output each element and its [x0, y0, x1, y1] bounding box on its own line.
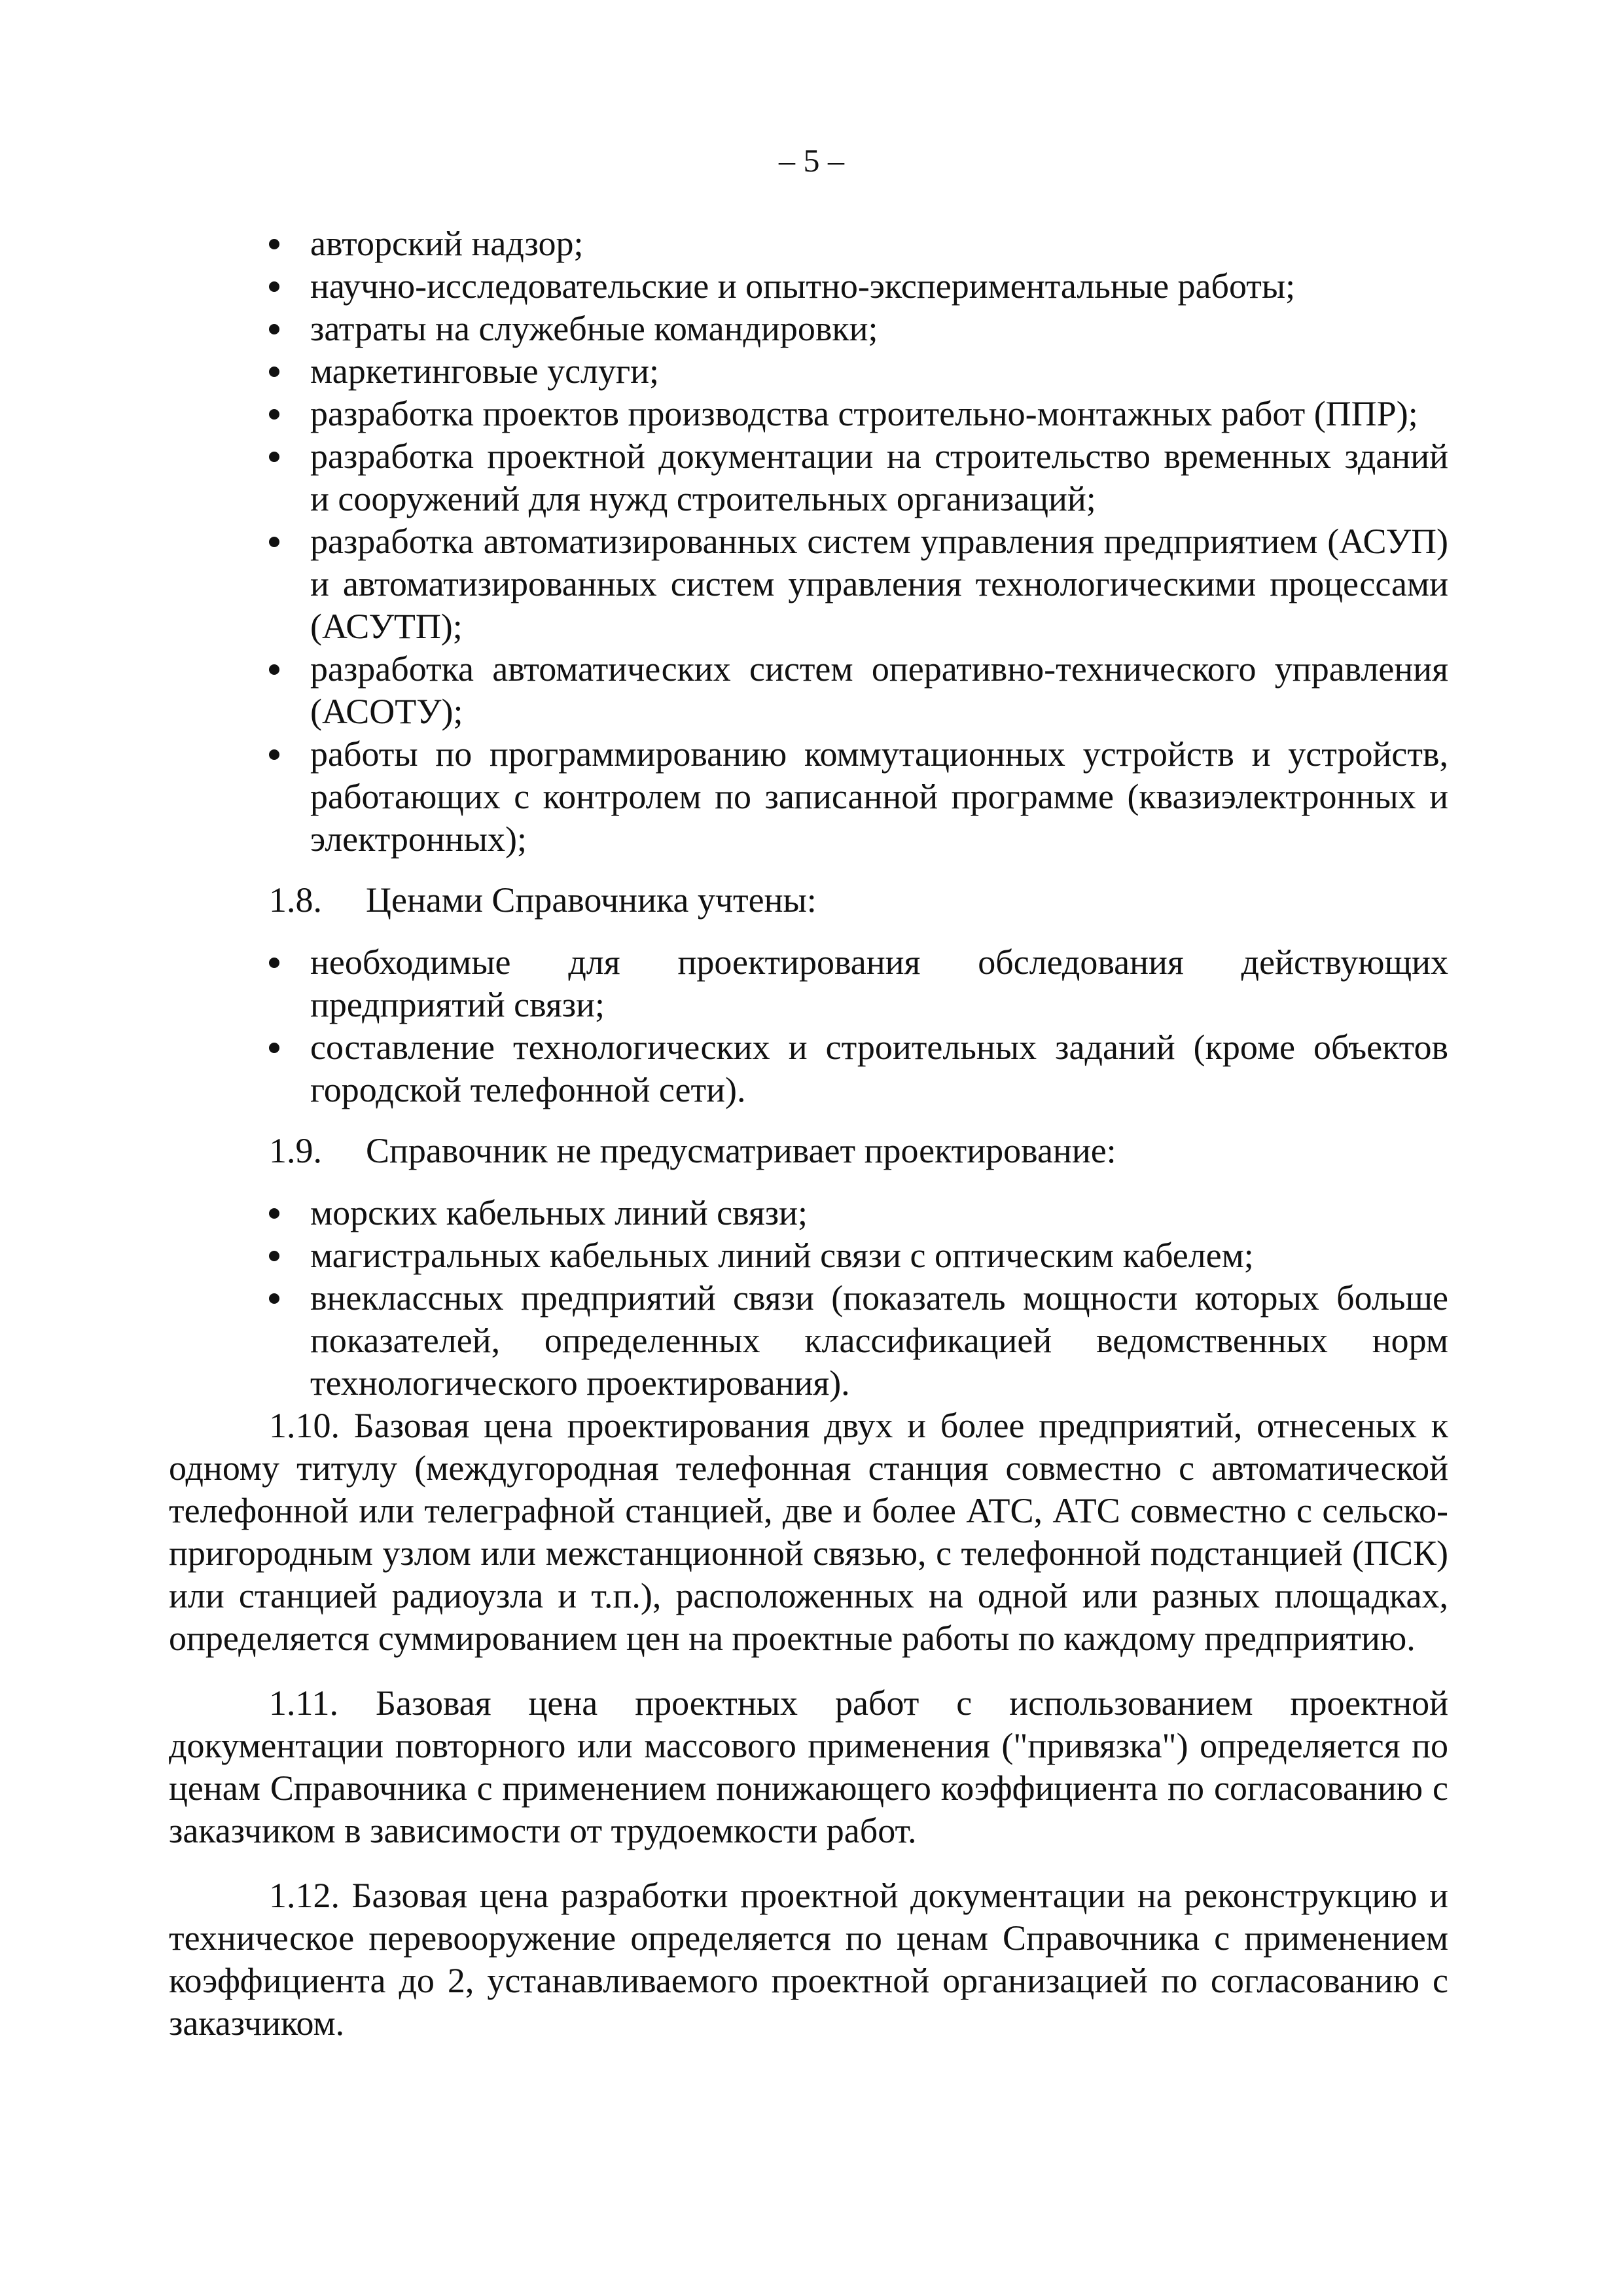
section-heading-1-8	[169, 879, 1448, 922]
bullet-icon	[269, 1251, 279, 1261]
list-item: работы по программированию коммутационных устройств и устройств, работающих с контролем по записанной программе (квазиэлектронных и электронных);	[169, 733, 1448, 861]
list-item: научно-исследовательские и опытно-экспериментальные работы;	[169, 265, 1448, 308]
list-item: внеклассных предприятий связи (показатель мощности которых больше показателей, определенных классификацией ведомственных норм технологического проектирования).	[169, 1277, 1448, 1405]
list-item: составление технологических и строительных заданий (кроме объектов городской телефонной сети).	[169, 1026, 1448, 1111]
list-item: необходимые для проектирования обследования действующих предприятий связи;	[169, 941, 1448, 1026]
list-item: разработка проектов производства строительно-монтажных работ (ППР);	[169, 393, 1448, 435]
included-works-list	[169, 941, 1448, 1111]
paragraph-1-12: 1.12. Базовая цена разработки проектной документации на реконструкцию и техническое перевооружение определяется по ценам Справочника с применением коэффициента до 2, устанавливаемого проектной организацией по согласованию с заказчиком.	[169, 1876, 1448, 2043]
bullet-icon	[269, 452, 279, 462]
bullet-icon	[269, 958, 279, 968]
list-item: затраты на служебные командировки;	[169, 308, 1448, 350]
list-item: разработка автоматических систем оперативно-технического управления (АСОТУ);	[169, 648, 1448, 733]
bullet-icon	[269, 281, 279, 292]
bullet-icon	[269, 409, 279, 420]
list-item: морских кабельных линий связи;	[169, 1192, 1448, 1234]
section-text: Ценами Справочника учтены:	[366, 880, 817, 920]
paragraph-1-11: 1.11. Базовая цена проектных работ с использованием проектной документации повторного или массового применения ("привязка") определяется по ценам Справочника с применением понижающего коэффициента по согласованию с заказчиком в зависимости от трудоемкости работ.	[169, 1683, 1448, 1850]
bullet-icon	[269, 1043, 279, 1053]
bullet-icon	[269, 749, 279, 760]
paragraph-1-10: 1.10. Базовая цена проектирования двух и более предприятий, отнесеных к одному титулу (междугородная телефонная станция совместно с автоматической телефонной или телеграфной станцией, две и более АТС, АТС совместно с сельско-пригородным узлом или межстанционной связью, с телефонной подстанцией (ПСК) или станцией радиоузла и т.п.), расположенных на одной или разных площадках, определяется суммированием цен на проектные работы по каждому предприятию.	[169, 1406, 1448, 1658]
list-item: разработка проектной документации на строительство временных зданий и сооружений для нужд строительных организаций;	[169, 435, 1448, 520]
section-heading-1-9	[169, 1130, 1448, 1172]
bullet-icon	[269, 1293, 279, 1304]
list-item: магистральных кабельных линий связи с оптическим кабелем;	[169, 1234, 1448, 1277]
bullet-icon	[269, 239, 279, 249]
bullet-icon	[269, 664, 279, 675]
section-text: Справочник не предусматривает проектирование:	[366, 1131, 1116, 1170]
list-item: маркетинговые услуги;	[169, 350, 1448, 393]
bullet-icon	[269, 537, 279, 547]
section-number: 1.9.	[269, 1131, 322, 1170]
bullet-icon	[269, 324, 279, 334]
bullet-icon	[269, 1208, 279, 1219]
not-covered-list	[169, 1192, 1448, 1405]
page-number: – 5 –	[779, 142, 844, 179]
list-item: разработка автоматизированных систем управления предприятием (АСУП) и автоматизированных систем управления технологическими процессами (АСУТП);	[169, 520, 1448, 648]
bullet-icon	[269, 367, 279, 377]
page-content	[169, 223, 1448, 2045]
list-item: авторский надзор;	[169, 223, 1448, 265]
section-number: 1.8.	[269, 880, 322, 920]
excluded-works-list	[169, 223, 1448, 861]
